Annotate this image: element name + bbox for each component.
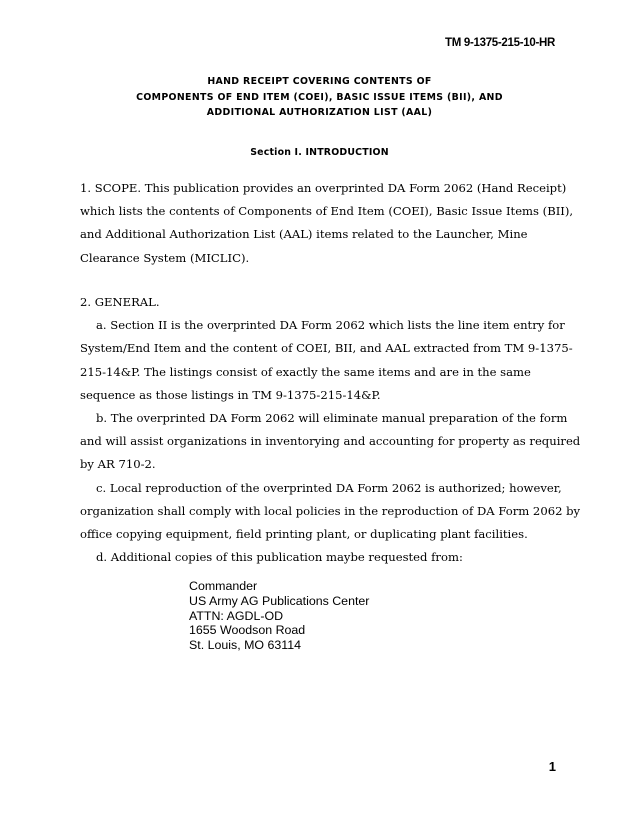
scope-line: and Additional Authorization List (AAL) items related to the Launcher, Mine xyxy=(80,227,528,242)
paragraph-d-line: d. Additional copies of this publication maybe requested from: xyxy=(96,550,463,565)
paragraph-b-line: by AR 710-2. xyxy=(80,457,156,472)
document-title xyxy=(0,74,639,121)
scope-paragraph xyxy=(80,177,574,270)
mailing-address xyxy=(189,579,369,653)
address-line: 1655 Woodson Road xyxy=(189,623,306,638)
paragraph-c-line: c. Local reproduction of the overprinted DA Form 2062 is authorized; however, xyxy=(96,480,562,495)
address-line: Commander xyxy=(189,579,258,593)
paragraph-c-line: organization shall comply with local policies in the reproduction of DA Form 2062 by xyxy=(80,503,581,518)
paragraph-a-line: a. Section II is the overprinted DA Form 2062 which lists the line item entry for xyxy=(96,318,565,333)
address-line: ATTN: AGDL-OD xyxy=(189,608,284,623)
section-heading: Section I. INTRODUCTION xyxy=(250,147,389,158)
paragraph-a-line: 215-14&P. The listings consist of exactly the same items and are in the same xyxy=(80,364,531,379)
title-line-3: ADDITIONAL AUTHORIZATION LIST (AAL) xyxy=(206,107,433,118)
page-number: 1 xyxy=(548,759,556,774)
scope-line: which lists the contents of Components of End Item (COEI), Basic Issue Items (BII), xyxy=(80,204,574,219)
general-section xyxy=(80,291,581,569)
scope-line: Clearance System (MICLIC). xyxy=(80,250,250,265)
paragraph-b-line: b. The overprinted DA Form 2062 will eliminate manual preparation of the form xyxy=(96,411,568,426)
paragraph-a-line: System/End Item and the content of COEI, BII, and AAL extracted from TM 9-1375- xyxy=(80,341,573,356)
tm-number: TM 9-1375-215-10-HR xyxy=(445,37,555,49)
scope-line: 1. SCOPE. This publication provides an overprinted DA Form 2062 (Hand Receipt) xyxy=(80,181,567,195)
paragraph-c-line: office copying equipment, field printing plant, or duplicating plant facilities. xyxy=(80,527,528,542)
address-line: US Army AG Publications Center xyxy=(189,593,370,608)
paragraph-a-line: sequence as those listings in TM 9-1375-215-14&P. xyxy=(80,387,381,402)
general-heading: 2. GENERAL. xyxy=(80,295,160,309)
title-line-1: HAND RECEIPT COVERING CONTENTS OF xyxy=(207,76,432,87)
title-line-2: COMPONENTS OF END ITEM (COEI), BASIC ISSUE ITEMS (BII), AND xyxy=(136,91,503,103)
paragraph-b-line: and will assist organizations in inventorying and accounting for property as required xyxy=(80,434,581,449)
address-line: St. Louis, MO 63114 xyxy=(189,638,302,653)
